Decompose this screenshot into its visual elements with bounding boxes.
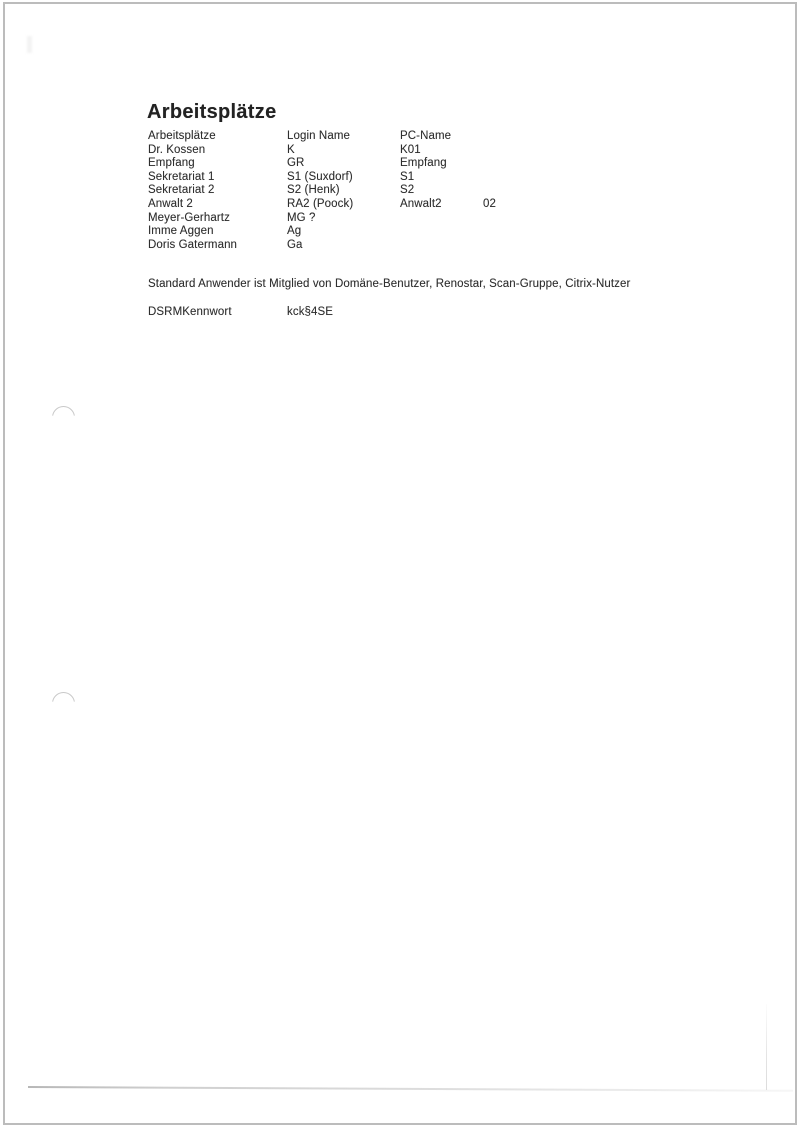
cell-login: S1 (Suxdorf) xyxy=(287,170,353,183)
cell-workstation: Anwalt 2 xyxy=(148,197,193,210)
cell-workstation: Doris Gatermann xyxy=(148,238,238,251)
table-row xyxy=(148,198,496,212)
table-row xyxy=(148,239,496,253)
cell-login: MG ? xyxy=(287,211,316,224)
cell-workstation: Dr. Kossen xyxy=(148,143,206,156)
page-title: Arbeitsplätze xyxy=(147,101,277,124)
cell-workstation: Sekretariat 1 xyxy=(148,170,215,183)
table-row xyxy=(148,144,496,158)
hole-punch-mark-upper xyxy=(52,406,75,429)
paper-bottom-edge-artifact xyxy=(28,1086,793,1091)
cell-pc-name: Empfang xyxy=(400,157,447,170)
table-row xyxy=(148,171,496,185)
cell-pc-name: Anwalt2 xyxy=(400,197,442,210)
cell-login: S2 (Henk) xyxy=(287,184,340,197)
cell-workstation: Meyer-Gerhartz xyxy=(148,211,230,224)
table-row xyxy=(148,225,496,239)
workstation-table xyxy=(148,130,496,252)
cell-login: K xyxy=(287,143,295,156)
dsrm-password-value: kck§4SE xyxy=(287,306,334,318)
table-row xyxy=(148,184,496,198)
standard-user-membership-note: Standard Anwender ist Mitglied von Domäne-Benutzer, Renostar, Scan-Gruppe, Citrix-Nutzer xyxy=(148,278,631,290)
paper-right-edge-artifact xyxy=(766,1004,767,1090)
column-header-workstation: Arbeitsplätze xyxy=(148,130,216,142)
cell-login: Ag xyxy=(287,225,302,238)
cell-pc-name: K01 xyxy=(400,143,421,156)
scan-smudge-artifact xyxy=(27,36,32,53)
cell-extra: 02 xyxy=(483,197,496,210)
dsrm-password-row xyxy=(148,305,333,319)
column-header-login-name: Login Name xyxy=(287,130,351,142)
hole-punch-mark-lower xyxy=(52,692,75,715)
table-row xyxy=(148,212,496,226)
cell-pc-name xyxy=(400,212,483,226)
cell-workstation: Empfang xyxy=(148,157,195,170)
cell-pc-name: S1 xyxy=(400,170,415,183)
cell-pc-name xyxy=(400,239,483,253)
column-header-pc-name: PC-Name xyxy=(400,130,452,142)
cell-workstation: Sekretariat 2 xyxy=(148,184,215,197)
dsrm-password-label: DSRMKennwort xyxy=(148,306,232,318)
cell-pc-name xyxy=(400,225,483,239)
cell-login: GR xyxy=(287,157,305,170)
cell-workstation: Imme Aggen xyxy=(148,225,214,238)
cell-pc-name: S2 xyxy=(400,184,415,197)
cell-login: RA2 (Poock) xyxy=(287,197,354,210)
table-header-row xyxy=(148,130,496,144)
cell-login: Ga xyxy=(287,238,303,251)
table-row xyxy=(148,157,496,171)
